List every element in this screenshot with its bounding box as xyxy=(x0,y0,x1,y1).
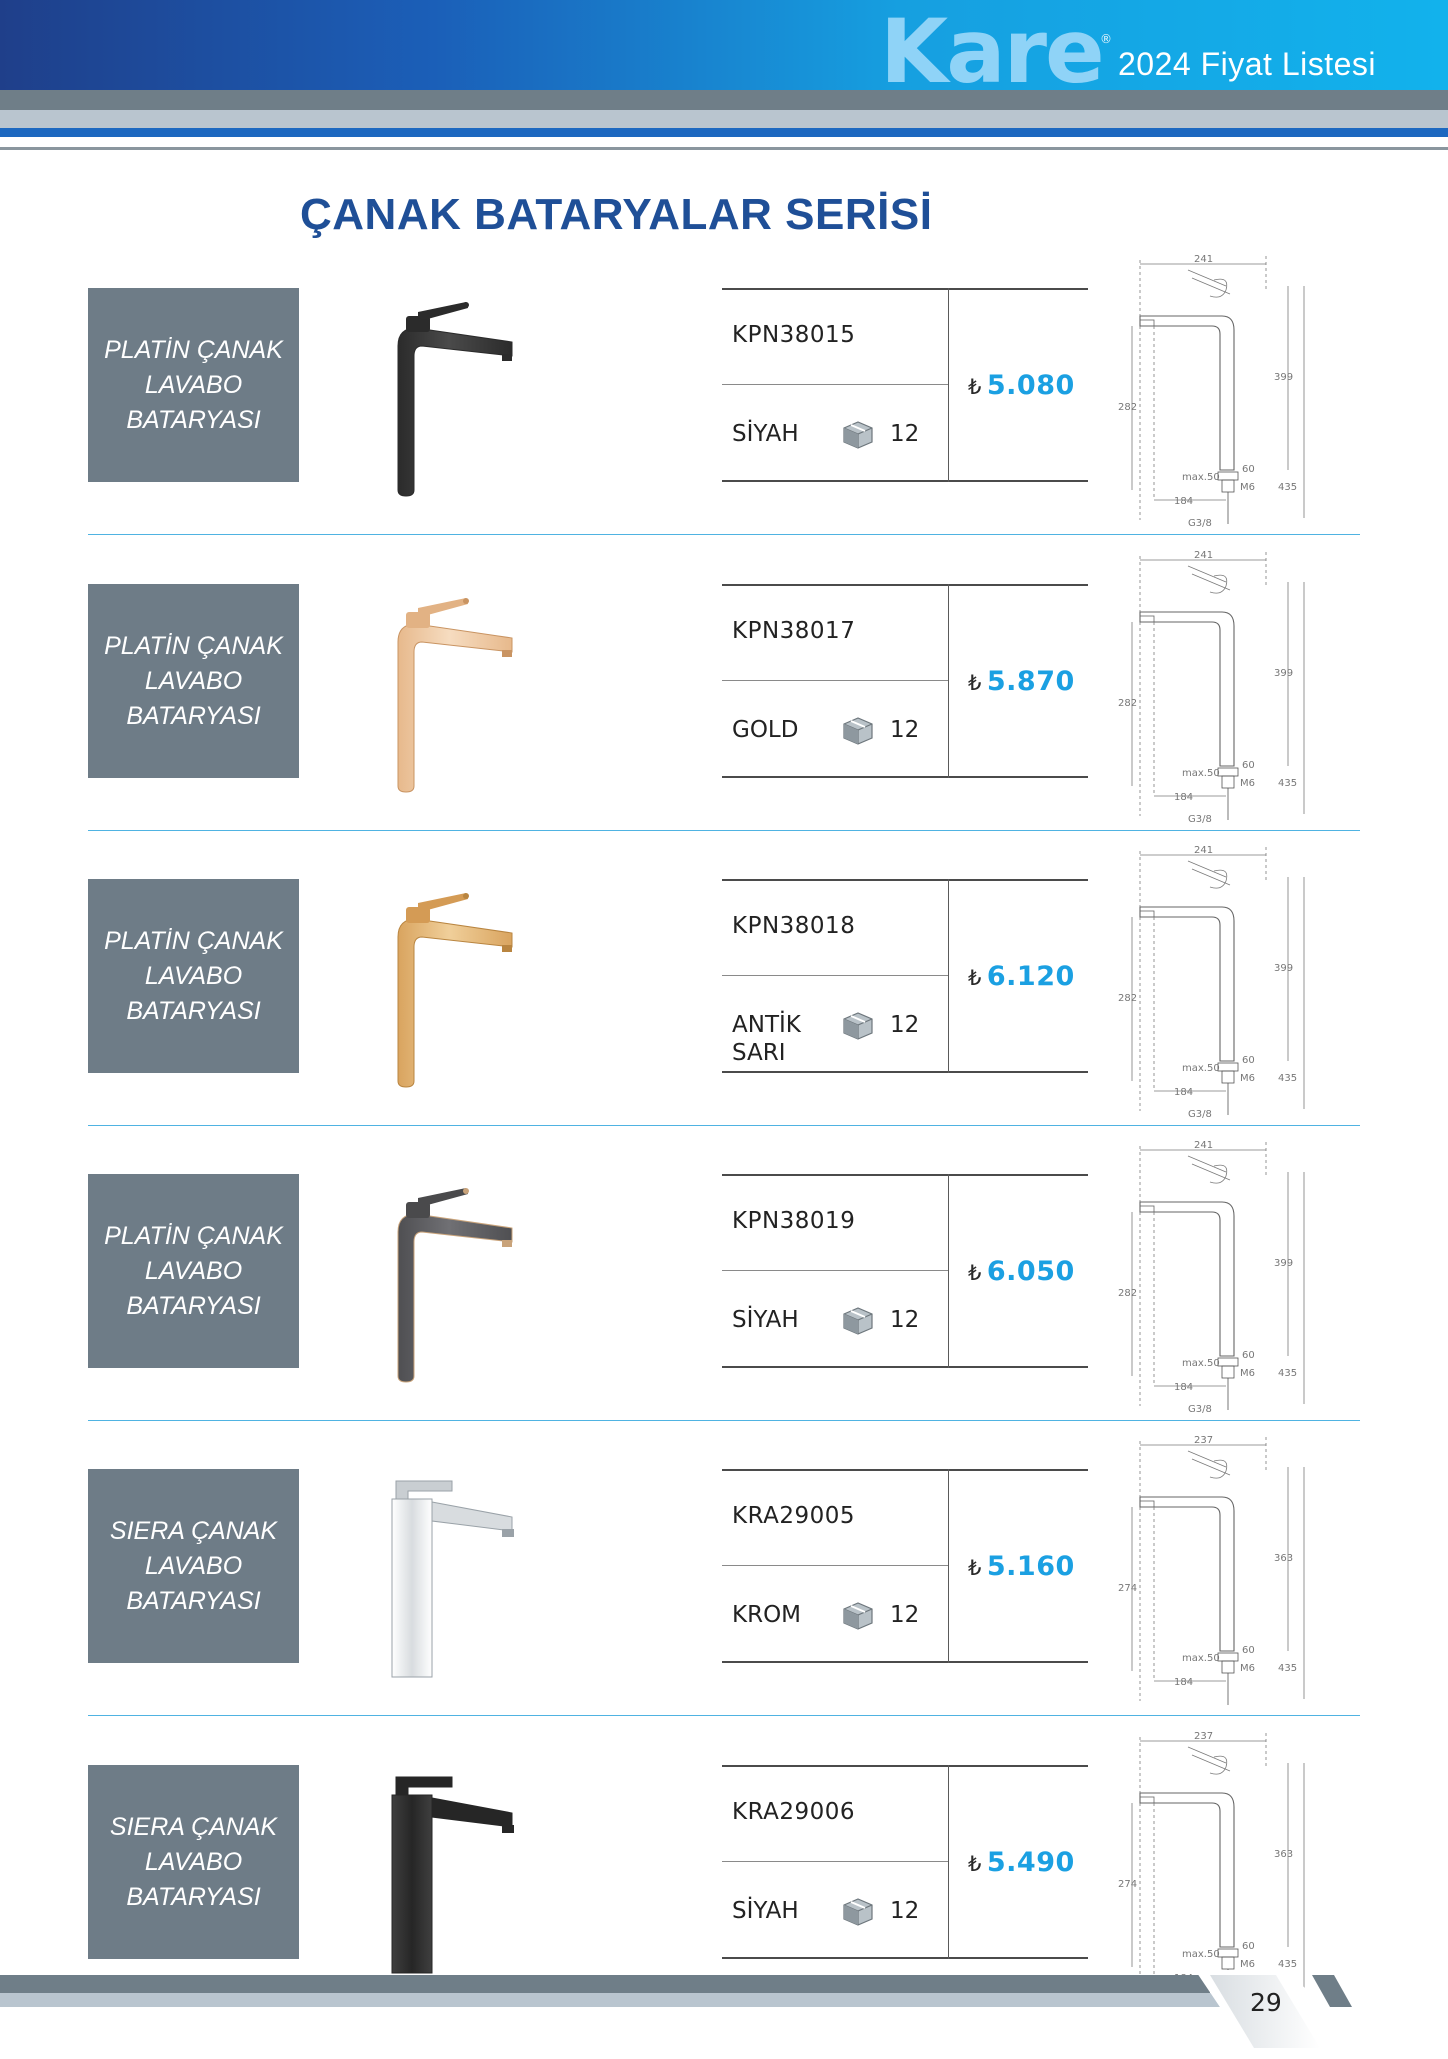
category-label-box xyxy=(88,584,299,778)
table-divider xyxy=(948,1174,949,1368)
table-divider xyxy=(948,288,949,482)
technical-drawing xyxy=(1118,1727,1308,2005)
price-value: 6.050 xyxy=(986,1256,1075,1287)
svg-text:282: 282 xyxy=(1118,993,1138,1004)
product-color: ANTİK SARI xyxy=(732,1012,801,1066)
product-code: KPN38015 xyxy=(732,322,856,348)
faucet-image xyxy=(362,867,542,1092)
svg-text:274: 274 xyxy=(1118,1879,1138,1890)
currency-symbol: ₺ xyxy=(968,966,982,990)
svg-text:241: 241 xyxy=(1194,845,1214,856)
svg-text:241: 241 xyxy=(1194,1140,1214,1151)
header-light-band xyxy=(0,110,1448,128)
product-color: KROM xyxy=(732,1602,802,1628)
product-info-table xyxy=(722,288,1088,482)
page-header xyxy=(0,0,1448,150)
svg-text:60: 60 xyxy=(1242,464,1255,475)
product-code: KPN38018 xyxy=(732,913,856,939)
svg-text:M6: M6 xyxy=(1240,1073,1255,1084)
product-price xyxy=(968,1256,1075,1287)
price-value: 5.870 xyxy=(986,666,1075,697)
svg-text:184: 184 xyxy=(1174,792,1194,803)
table-bottom-rule xyxy=(722,1366,1088,1368)
page-number: 29 xyxy=(1250,1988,1282,2017)
product-code: KRA29006 xyxy=(732,1799,856,1825)
svg-text:60: 60 xyxy=(1242,1645,1255,1656)
header-rule xyxy=(0,147,1448,150)
svg-text:max.50: max.50 xyxy=(1182,1653,1220,1664)
table-mid-rule xyxy=(722,1270,949,1271)
svg-text:399: 399 xyxy=(1274,668,1294,679)
product-price xyxy=(968,666,1075,697)
currency-symbol: ₺ xyxy=(968,1556,982,1580)
product-color: SİYAH xyxy=(732,1898,799,1924)
svg-text:363: 363 xyxy=(1274,1553,1294,1564)
row-separator xyxy=(88,1715,1360,1716)
table-divider xyxy=(948,879,949,1073)
technical-drawing xyxy=(1118,841,1308,1119)
price-value: 5.080 xyxy=(986,370,1075,401)
category-label: PLATİN ÇANAK LAVABO BATARYASI xyxy=(104,1221,283,1320)
price-value: 5.490 xyxy=(986,1847,1075,1878)
svg-text:max.50: max.50 xyxy=(1182,1358,1220,1369)
svg-text:G3/8: G3/8 xyxy=(1188,814,1212,824)
box-quantity: 12 xyxy=(890,1602,920,1628)
faucet-image xyxy=(362,1162,542,1387)
product-price xyxy=(968,961,1075,992)
product-code: KRA29005 xyxy=(732,1503,856,1529)
product-color: SİYAH xyxy=(732,421,799,447)
table-mid-rule xyxy=(722,1565,949,1566)
product-row xyxy=(0,845,1448,1173)
table-divider xyxy=(948,1469,949,1663)
svg-text:282: 282 xyxy=(1118,402,1138,413)
product-info-table xyxy=(722,879,1088,1073)
category-label-box xyxy=(88,1174,299,1368)
box-icon xyxy=(840,418,876,452)
price-value: 5.160 xyxy=(986,1551,1075,1582)
table-top-rule xyxy=(722,879,1088,881)
table-bottom-rule xyxy=(722,1071,1088,1073)
box-quantity: 12 xyxy=(890,1898,920,1924)
svg-text:M6: M6 xyxy=(1240,778,1255,789)
header-subtitle: 2024 Fiyat Listesi xyxy=(1118,46,1377,82)
svg-text:399: 399 xyxy=(1274,1258,1294,1269)
category-label-box xyxy=(88,288,299,482)
svg-text:274: 274 xyxy=(1118,1583,1138,1594)
svg-text:237: 237 xyxy=(1194,1731,1214,1742)
box-icon xyxy=(840,1599,876,1633)
product-info-table xyxy=(722,1765,1088,1959)
product-price xyxy=(968,1551,1075,1582)
box-quantity: 12 xyxy=(890,421,920,447)
svg-text:435: 435 xyxy=(1278,778,1298,789)
table-divider xyxy=(948,584,949,778)
svg-text:60: 60 xyxy=(1242,1350,1255,1361)
product-color: GOLD xyxy=(732,717,799,743)
product-color: SİYAH xyxy=(732,1307,799,1333)
product-info-table xyxy=(722,1469,1088,1663)
svg-text:399: 399 xyxy=(1274,963,1294,974)
box-icon xyxy=(840,1895,876,1929)
footer-gray-band xyxy=(0,1975,1210,1993)
table-top-rule xyxy=(722,1765,1088,1767)
svg-text:max.50: max.50 xyxy=(1182,1063,1220,1074)
brand-logo: Kare xyxy=(880,0,1103,103)
svg-text:282: 282 xyxy=(1118,698,1138,709)
box-quantity: 12 xyxy=(890,1307,920,1333)
svg-text:237: 237 xyxy=(1194,1435,1214,1446)
page-title: ÇANAK BATARYALAR SERİSİ xyxy=(300,190,933,239)
svg-text:435: 435 xyxy=(1278,1663,1298,1674)
svg-text:184: 184 xyxy=(1174,1382,1194,1393)
faucet-image xyxy=(362,1753,542,1978)
price-value: 6.120 xyxy=(986,961,1075,992)
svg-text:G3/8: G3/8 xyxy=(1188,1109,1212,1119)
svg-text:399: 399 xyxy=(1274,372,1294,383)
svg-text:435: 435 xyxy=(1278,1959,1298,1970)
table-bottom-rule xyxy=(722,776,1088,778)
svg-text:G3/8: G3/8 xyxy=(1188,518,1212,528)
category-label: SIERA ÇANAK LAVABO BATARYASI xyxy=(109,1812,278,1911)
product-code: KPN38019 xyxy=(732,1208,856,1234)
product-price xyxy=(968,1847,1075,1878)
category-label-box xyxy=(88,879,299,1073)
table-top-rule xyxy=(722,584,1088,586)
footer-light-band xyxy=(0,1993,1230,2007)
svg-text:184: 184 xyxy=(1174,496,1194,507)
technical-drawing xyxy=(1118,1136,1308,1414)
svg-text:G3/8: G3/8 xyxy=(1188,1404,1212,1414)
box-icon xyxy=(840,1009,876,1043)
category-label-box xyxy=(88,1765,299,1959)
page-footer xyxy=(0,1970,1448,2048)
table-top-rule xyxy=(722,288,1088,290)
box-icon xyxy=(840,714,876,748)
product-info-table xyxy=(722,584,1088,778)
svg-text:60: 60 xyxy=(1242,1941,1255,1952)
svg-text:435: 435 xyxy=(1278,1368,1298,1379)
svg-text:max.50: max.50 xyxy=(1182,1949,1220,1960)
svg-text:241: 241 xyxy=(1194,550,1214,561)
table-mid-rule xyxy=(722,1861,949,1862)
technical-drawing xyxy=(1118,1431,1308,1709)
svg-text:184: 184 xyxy=(1174,1677,1194,1688)
box-icon xyxy=(840,1304,876,1338)
svg-text:435: 435 xyxy=(1278,1073,1298,1084)
svg-text:282: 282 xyxy=(1118,1288,1138,1299)
product-row xyxy=(0,1140,1448,1468)
header-gray-band xyxy=(0,90,1448,110)
table-bottom-rule xyxy=(722,1957,1088,1959)
table-top-rule xyxy=(722,1174,1088,1176)
table-mid-rule xyxy=(722,975,949,976)
currency-symbol: ₺ xyxy=(968,1852,982,1876)
faucet-image xyxy=(362,276,542,501)
product-code: KPN38017 xyxy=(732,618,856,644)
row-separator xyxy=(88,1420,1360,1421)
table-mid-rule xyxy=(722,384,949,385)
category-label: PLATİN ÇANAK LAVABO BATARYASI xyxy=(104,335,283,434)
faucet-image xyxy=(362,572,542,797)
product-info-table xyxy=(722,1174,1088,1368)
currency-symbol: ₺ xyxy=(968,671,982,695)
svg-text:M6: M6 xyxy=(1240,1663,1255,1674)
product-row xyxy=(0,550,1448,878)
row-separator xyxy=(88,534,1360,535)
technical-drawing xyxy=(1118,250,1308,528)
category-label: PLATİN ÇANAK LAVABO BATARYASI xyxy=(104,631,283,730)
svg-text:M6: M6 xyxy=(1240,1368,1255,1379)
faucet-image xyxy=(362,1457,542,1682)
svg-text:60: 60 xyxy=(1242,1055,1255,1066)
box-quantity: 12 xyxy=(890,717,920,743)
category-label: SIERA ÇANAK LAVABO BATARYASI xyxy=(109,1516,278,1615)
technical-drawing xyxy=(1118,546,1308,824)
table-divider xyxy=(948,1765,949,1959)
table-top-rule xyxy=(722,1469,1088,1471)
currency-symbol: ₺ xyxy=(968,375,982,399)
product-row xyxy=(0,1435,1448,1763)
svg-text:241: 241 xyxy=(1194,254,1214,265)
row-separator xyxy=(88,1125,1360,1126)
svg-text:max.50: max.50 xyxy=(1182,472,1220,483)
svg-text:M6: M6 xyxy=(1240,1959,1255,1970)
registered-mark: ® xyxy=(1100,32,1112,46)
product-price xyxy=(968,370,1075,401)
table-mid-rule xyxy=(722,680,949,681)
svg-text:max.50: max.50 xyxy=(1182,768,1220,779)
svg-text:M6: M6 xyxy=(1240,482,1255,493)
row-separator xyxy=(88,830,1360,831)
footer-dark-stripe xyxy=(1312,1975,1352,2007)
table-bottom-rule xyxy=(722,480,1088,482)
svg-text:435: 435 xyxy=(1278,482,1298,493)
svg-text:184: 184 xyxy=(1174,1087,1194,1098)
category-label-box xyxy=(88,1469,299,1663)
product-row xyxy=(0,254,1448,582)
svg-text:363: 363 xyxy=(1274,1849,1294,1860)
category-label: PLATİN ÇANAK LAVABO BATARYASI xyxy=(104,926,283,1025)
svg-text:60: 60 xyxy=(1242,760,1255,771)
currency-symbol: ₺ xyxy=(968,1261,982,1285)
table-bottom-rule xyxy=(722,1661,1088,1663)
box-quantity: 12 xyxy=(890,1012,920,1038)
header-blue-band xyxy=(0,128,1448,137)
